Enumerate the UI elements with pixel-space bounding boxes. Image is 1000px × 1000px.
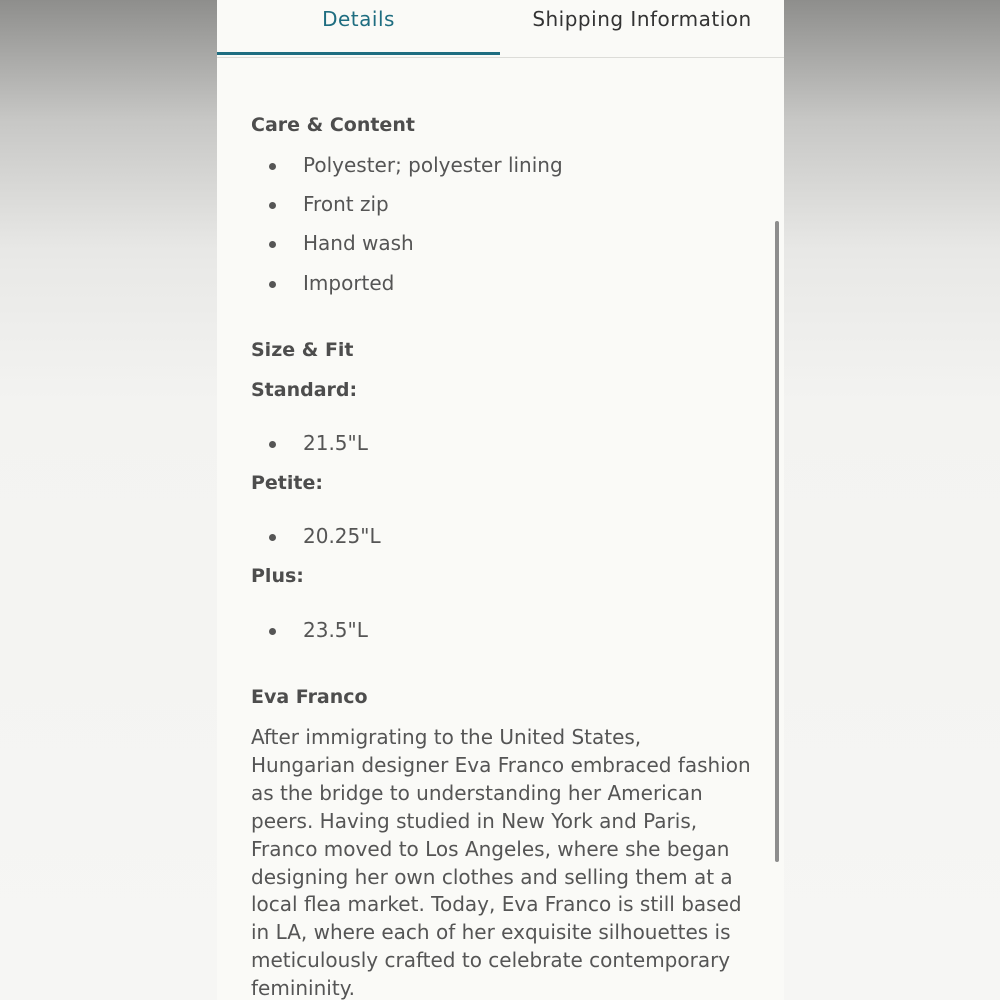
tab-shipping-information[interactable]: Shipping Information — [532, 7, 752, 31]
brand-description: After immigrating to the United States, Hungarian designer Eva Franco embraced fashion as the bridge to understanding her American peers. Having studied in New York and Paris, Franco moved to Los Angeles, where she began designing her own clothes and selling them at a local flea market. Today, Eva Franco is still based in LA, where each of her exquisite silhouettes is meticulously crafted to celebrate contemporary femininity. — [251, 725, 751, 1000]
plus-length-value: 23.5"L — [303, 618, 368, 642]
petite-label: Petite: — [251, 472, 323, 494]
tab-bar — [217, 0, 784, 58]
product-details-panel — [217, 0, 784, 1000]
bullet-icon — [269, 534, 276, 541]
bullet-icon — [269, 241, 276, 248]
bullet-icon — [269, 628, 276, 635]
bullet-icon — [269, 163, 276, 170]
tab-details[interactable]: Details — [217, 0, 500, 55]
list-item-text: Imported — [303, 271, 395, 295]
size-fit-heading: Size & Fit — [251, 339, 354, 361]
standard-length-value: 21.5"L — [303, 431, 368, 455]
scrollbar[interactable] — [775, 221, 779, 862]
petite-length-value: 20.25"L — [303, 524, 381, 548]
bullet-icon — [269, 281, 276, 288]
plus-label: Plus: — [251, 565, 304, 587]
list-item-text: Polyester; polyester lining — [303, 153, 563, 177]
standard-label: Standard: — [251, 379, 358, 401]
brand-heading: Eva Franco — [251, 686, 368, 708]
list-item-text: Hand wash — [303, 231, 414, 255]
care-content-heading: Care & Content — [251, 114, 415, 136]
list-item-text: Front zip — [303, 192, 389, 216]
bullet-icon — [269, 202, 276, 209]
bullet-icon — [269, 441, 276, 448]
